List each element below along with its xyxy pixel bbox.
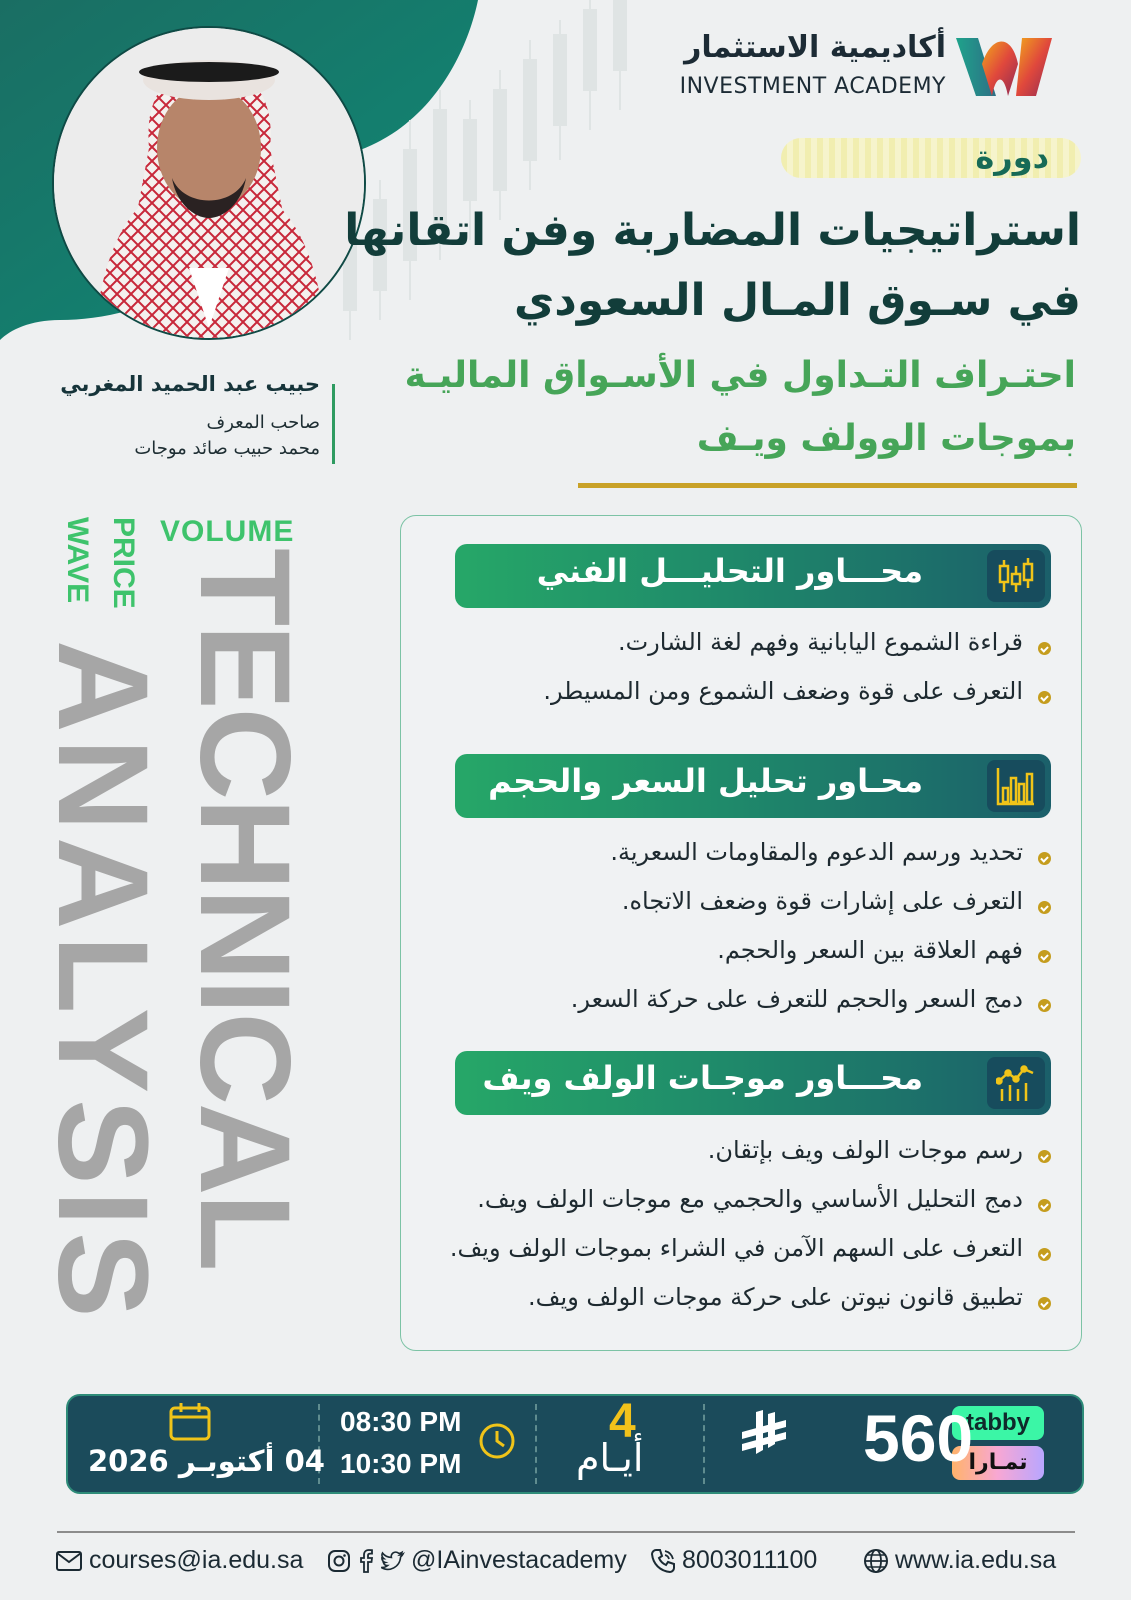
list-item [411, 887, 1051, 927]
footer-divider [57, 1531, 1075, 1533]
check-bullet-icon [1038, 691, 1051, 704]
instagram-icon [327, 1549, 351, 1573]
bar-chart-icon [996, 766, 1036, 806]
saudi-riyal-icon [738, 1410, 790, 1460]
section-header-technical-analysis [455, 544, 1051, 608]
list-item-text: تحديد ورسم الدعوم والمقاومات السعرية. [610, 838, 1023, 866]
brand-name-english: INVESTMENT ACADEMY [679, 74, 946, 99]
instructor-accent-bar [332, 384, 335, 464]
check-bullet-icon [1038, 1199, 1051, 1212]
check-bullet-icon [1038, 642, 1051, 655]
instructor-known-as: محمد حبيب صائد موجات [134, 438, 320, 459]
course-title-line2: في سـوق المـال السعودي [513, 275, 1081, 326]
footer-email[interactable] [55, 1546, 303, 1575]
section-icon-box [987, 1057, 1045, 1109]
list-item-text: قراءة الشموع اليابانية وفهم لغة الشارت. [617, 628, 1023, 656]
footer-social-text: @IAinvestacademy [411, 1546, 627, 1574]
academy-logo [656, 30, 1056, 106]
check-bullet-icon [1038, 1150, 1051, 1163]
tamara-badge: تمـارا [952, 1446, 1044, 1480]
list-item-text: التعرف على قوة وضعف الشموع ومن المسيطر. [543, 677, 1023, 705]
course-info-bar [66, 1394, 1084, 1494]
course-time-end: 10:30 PM [340, 1448, 462, 1479]
side-word-wave: WAVE [61, 517, 94, 604]
course-days-label: أيـام [576, 1436, 644, 1480]
list-item [411, 985, 1051, 1025]
list-item [411, 838, 1051, 878]
section-header-price-volume [455, 754, 1051, 818]
phone-icon [650, 1548, 676, 1574]
list-item-text: فهم العلاقة بين السعر والحجم. [717, 936, 1023, 964]
info-divider [535, 1404, 537, 1484]
check-bullet-icon [1038, 1248, 1051, 1261]
list-item [411, 1283, 1051, 1323]
facebook-icon [357, 1549, 375, 1573]
clock-icon [478, 1422, 516, 1460]
course-tag [781, 138, 1081, 178]
calendar-icon [168, 1402, 212, 1442]
mail-icon [55, 1550, 83, 1572]
instructor-photo [52, 26, 366, 340]
candlestick-icon [996, 556, 1036, 596]
list-item [411, 1136, 1051, 1176]
list-item [411, 677, 1051, 717]
course-days-number: 4 [609, 1395, 636, 1448]
course-date: 04 أكتوبـر 2026 [88, 1444, 325, 1478]
footer-phone[interactable] [650, 1546, 817, 1575]
gold-divider [578, 483, 1077, 488]
course-price: 560 [863, 1401, 974, 1475]
course-subtitle-line1: احتـراف التـداول في الأسـواق الماليـة [404, 355, 1076, 396]
list-item [411, 1185, 1051, 1225]
section-title: محـــاور موجـات الولف ويف [482, 1059, 923, 1097]
list-item [411, 628, 1051, 668]
section-title: محـاور تحليل السعر والحجم [488, 762, 923, 800]
check-bullet-icon [1038, 852, 1051, 865]
section-icon-box [987, 760, 1045, 812]
footer-email-text: courses@ia.edu.sa [89, 1546, 304, 1574]
section-title: محـــاور التحليـــل الفني [536, 552, 923, 590]
side-word-technical: TECHNICAL [173, 548, 316, 1270]
footer-contacts [55, 1546, 1080, 1586]
brand-name-arabic: أكاديمية الاستثمار [684, 30, 946, 65]
check-bullet-icon [1038, 1297, 1051, 1310]
list-item-text: تطبيق قانون نيوتن على حركة موجات الولف ويف. [528, 1283, 1023, 1311]
tabby-badge: tabby [952, 1406, 1044, 1440]
footer-social[interactable] [327, 1546, 627, 1575]
footer-phone-text: 8003011100 [682, 1546, 818, 1574]
side-word-volume: VOLUME [160, 515, 295, 548]
instructor-info [40, 372, 330, 462]
list-item-text: رسم موجات الولف ويف بإتقان. [707, 1136, 1023, 1164]
list-item-text: دمج السعر والحجم للتعرف على حركة السعر. [570, 985, 1023, 1013]
list-item-text: دمج التحليل الأساسي والحجمي مع موجات الولف ويف. [477, 1185, 1023, 1213]
course-outline-box [400, 515, 1082, 1351]
footer-website-text: www.ia.edu.sa [895, 1546, 1057, 1574]
check-bullet-icon [1038, 999, 1051, 1012]
list-item-text: التعرف على إشارات قوة وضعف الاتجاه. [621, 887, 1023, 915]
side-word-price: PRICE [107, 517, 140, 609]
side-word-analysis: ANALYSIS [31, 640, 174, 1324]
academy-logo-mark-icon [952, 34, 1056, 100]
list-item-text: التعرف على السهم الآمن في الشراء بموجات الولف ويف. [449, 1234, 1023, 1262]
instructor-name: حبيب عبد الحميد المغربي [60, 372, 320, 396]
section-header-wolfe-waves [455, 1051, 1051, 1115]
list-item [411, 1234, 1051, 1274]
course-time-start: 08:30 PM [340, 1406, 462, 1437]
course-tag-label: دورة [975, 138, 1049, 176]
footer-website[interactable] [863, 1546, 1056, 1575]
check-bullet-icon [1038, 950, 1051, 963]
course-subtitle-line2: بموجات الوولف ويـف [696, 418, 1076, 459]
check-bullet-icon [1038, 901, 1051, 914]
globe-icon [863, 1548, 889, 1574]
course-title-line1: استراتيجيات المضاربة وفن اتقانها [344, 205, 1081, 256]
twitter-icon [381, 1550, 405, 1572]
section-icon-box [987, 550, 1045, 602]
info-divider [703, 1404, 705, 1484]
trend-chart-icon [996, 1063, 1036, 1103]
list-item [411, 936, 1051, 976]
instructor-role: صاحب المعرف [206, 412, 320, 433]
